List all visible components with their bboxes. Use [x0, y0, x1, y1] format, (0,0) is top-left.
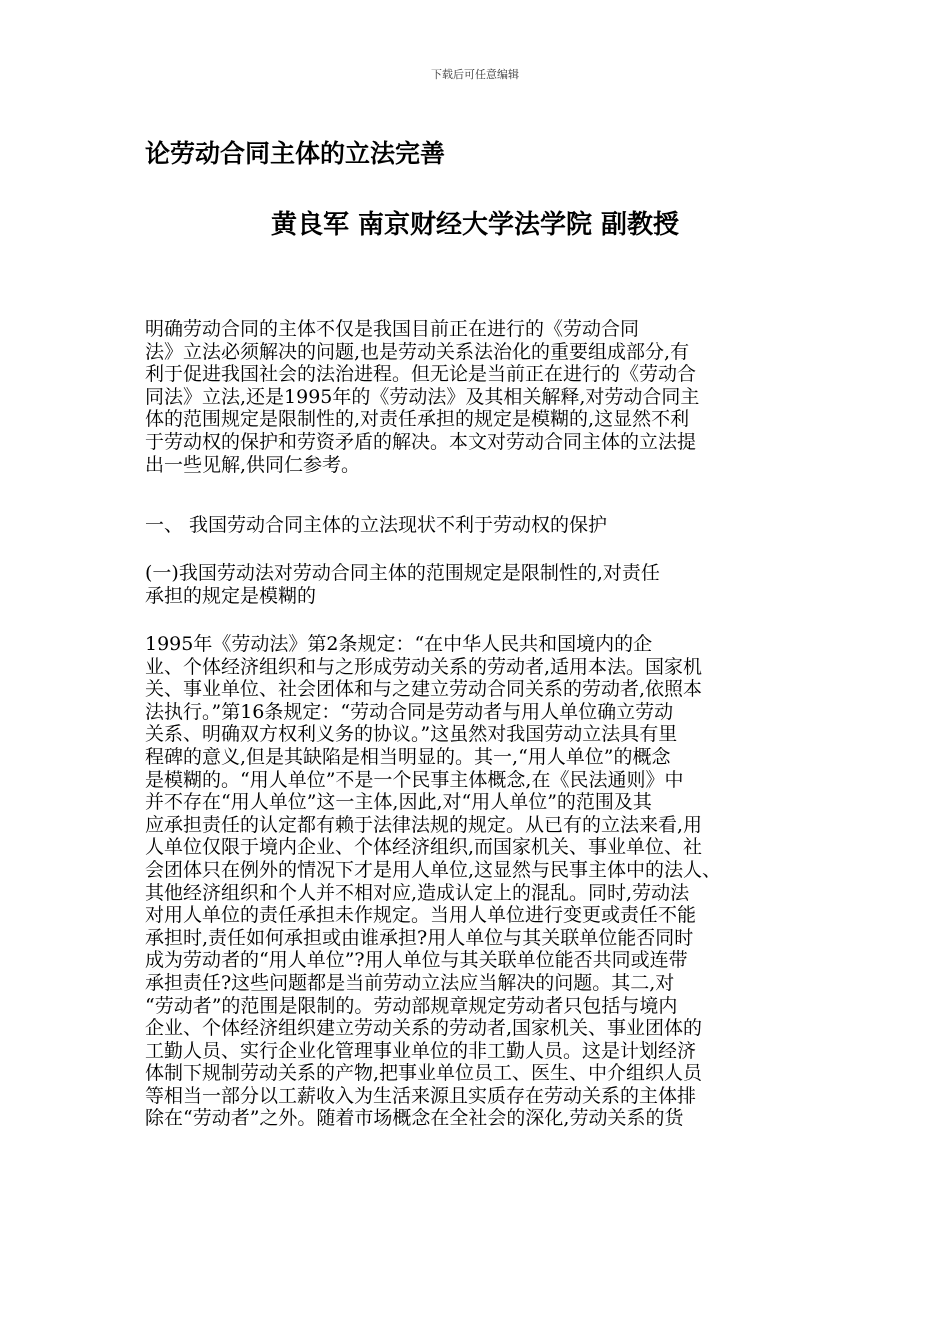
text-line: 会团体只在例外的情况下才是用人单位,这显然与民事主体中的法人、: [145, 858, 722, 881]
document-title: 论劳动合同主体的立法完善: [145, 139, 446, 168]
header-note: 下载后可任意编辑: [431, 68, 519, 81]
text-line: 法》立法必须解决的问题,也是劳动关系法治化的重要组成部分,有: [145, 340, 690, 363]
text-line: (一)我国劳动法对劳动合同主体的范围规定是限制性的,对责任: [145, 562, 660, 584]
text-line: 关系、明确双方权利义务的协议。”这虽然对我国劳动立法具有里: [145, 723, 678, 746]
text-line: 承担时,责任如何承担或由谁承担?用人单位与其关联单位能否同时: [145, 926, 694, 949]
text-line: 承担责任?这些问题都是当前劳动立法应当解决的问题。其二,对: [145, 971, 675, 994]
text-line: 利于促进我国社会的法治进程。但无论是当前正在进行的《劳动合: [145, 363, 697, 386]
section-heading: [145, 514, 810, 537]
paragraph-body: [145, 633, 810, 1130]
text-line: 于劳动权的保护和劳资矛盾的解决。本文对劳动合同主体的立法提: [145, 430, 697, 453]
text-line: 对用人单位的责任承担未作规定。当用人单位进行变更或责任不能: [145, 904, 697, 927]
text-line: 其他经济组织和个人并不相对应,造成认定上的混乱。同时,劳动法: [145, 881, 690, 904]
text-line: 企业、个体经济组织建立劳动关系的劳动者,国家机关、事业团体的: [145, 1017, 703, 1040]
text-line: 明确劳动合同的主体不仅是我国目前正在进行的《劳动合同: [145, 318, 640, 340]
text-line: 除在“劳动者”之外。随着市场概念在全社会的深化,劳动关系的货: [145, 1107, 684, 1130]
text-line: 程碑的意义,但是其缺陷是相当明显的。其一,“用人单位”的概念: [145, 745, 671, 768]
text-line: 等相当一部分以工薪收入为生活来源且实质存在劳动关系的主体排: [145, 1084, 697, 1107]
author-line: 黄良军 南京财经大学法学院 副教授: [270, 210, 680, 240]
text-line: 成为劳动者的“用人单位”?用人单位与其关联单位能否共同或连带: [145, 949, 688, 972]
text-line: 同法》立法,还是1995年的《劳动法》及其相关解释,对劳动合同主: [145, 385, 700, 408]
text-line: 应承担责任的认定都有赖于法律法规的规定。从已有的立法来看,用: [145, 813, 703, 836]
text-line: 体的范围规定是限制性的,对责任承担的规定是模糊的,这显然不利: [145, 408, 690, 431]
text-line: 承担的规定是模糊的: [145, 584, 317, 607]
text-line: 体制下规制劳动关系的产物,把事业单位员工、医生、中介组织人员: [145, 1062, 703, 1085]
text-line: 工勤人员、实行企业化管理事业单位的非工勤人员。这是计划经济: [145, 1039, 697, 1062]
subsection-heading: [145, 562, 810, 607]
text-line: 1995年《劳动法》第2条规定：“在中华人民共和国境内的企: [145, 633, 653, 655]
text-line: 并不存在“用人单位”这一主体,因此,对“用人单位”的范围及其: [145, 791, 652, 814]
text-line: 业、个体经济组织和与之形成劳动关系的劳动者,适用本法。国家机: [145, 655, 703, 678]
text-line: 一、 我国劳动合同主体的立法现状不利于劳动权的保护: [145, 514, 608, 536]
text-line: “劳动者”的范围是限制的。劳动部规章规定劳动者只包括与境内: [145, 994, 678, 1017]
text-line: 人单位仅限于境内企业、个体经济组织,而国家机关、事业单位、社: [145, 836, 703, 859]
paragraph-intro: [145, 318, 810, 476]
text-line: 出一些见解,供同仁参考。: [145, 453, 361, 476]
text-line: 关、事业单位、社会团体和与之建立劳动合同关系的劳动者,依照本: [145, 678, 703, 701]
text-line: 是模糊的。“用人单位”不是一个民事主体概念,在《民法通则》中: [145, 768, 684, 791]
text-line: 法执行。”第16条规定：“劳动合同是劳动者与用人单位确立劳动: [145, 700, 674, 723]
